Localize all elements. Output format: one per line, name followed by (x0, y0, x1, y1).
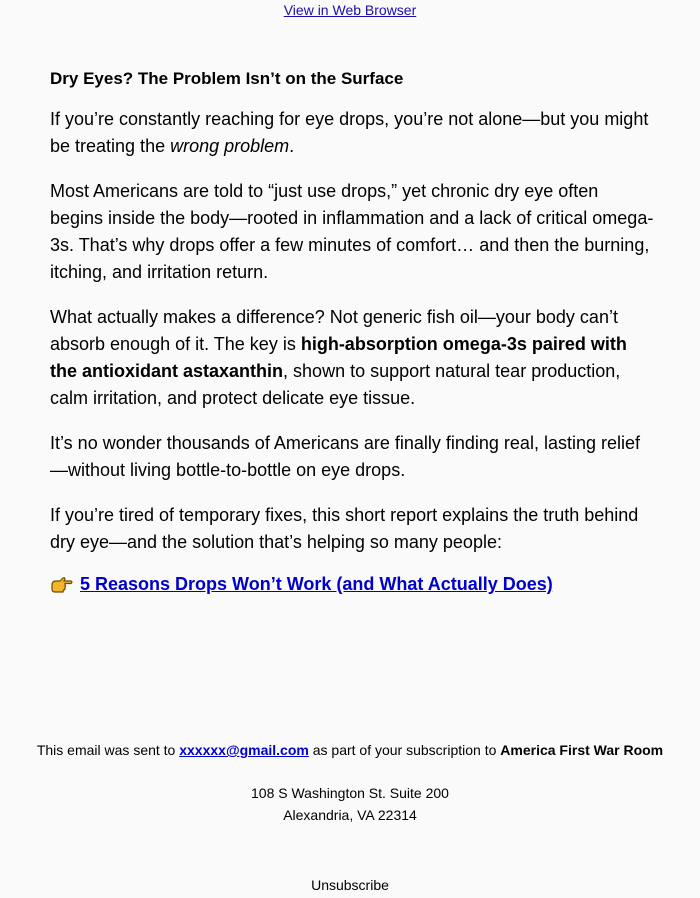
pointing-hand-icon (50, 575, 74, 595)
text: as part of your subscription to (308, 742, 501, 758)
emphasis: wrong problem (170, 136, 290, 156)
paragraph-2: Most Americans are told to “just use drops,” yet chronic dry eye often begins inside the body—rooted in inflammation and a lack of critical omega-3s. That’s why drops offer a few minutes of comfort… and then the burning, itching, and irritation return. (50, 181, 654, 282)
paragraph-1 (50, 106, 655, 160)
unsubscribe-link[interactable]: Unsubscribe (311, 877, 389, 893)
header (0, 2, 700, 18)
text: What actually makes a difference? Not generic fish oil—your body can’t absorb enough of it. The key is (50, 307, 618, 354)
address-line-2: Alexandria, VA 22314 (283, 807, 417, 823)
article-title: Dry Eyes? The Problem Isn’t on the Surface (50, 69, 404, 88)
text: If you’re constantly reaching for eye drops, you’re not alone—but you might be treating the (50, 109, 649, 156)
paragraph-5: If you’re tired of temporary fixes, this short report explains the truth behind dry eye—and the solution that’s helping so many people: (50, 505, 639, 552)
footer-subscription (0, 742, 700, 758)
strong-text: high-absorption omega-3s paired with the antioxidant astaxanthin (50, 334, 627, 381)
text: , shown to support natural tear production, calm irritation, and protect delicate eye tissue. (50, 361, 621, 408)
cta (50, 574, 655, 595)
text: . (289, 136, 295, 156)
address-line-1: 108 S Washington St. Suite 200 (251, 785, 449, 801)
report-link[interactable]: 5 Reasons Drops Won’t Work (and What Actually Does) (80, 574, 553, 594)
text: This email was sent to (36, 742, 180, 758)
paragraph-4: It’s no wonder thousands of Americans are finally finding real, lasting relief —without living bottle-to-bottle on eye drops. (50, 433, 640, 480)
view-in-browser-link[interactable]: View in Web Browser (283, 2, 417, 18)
article (50, 68, 655, 595)
paragraph-3 (50, 304, 655, 412)
email-link[interactable]: xxxxxx@gmail.com (179, 742, 309, 758)
org-name: America First War Room (500, 742, 664, 758)
footer-unsubscribe (0, 877, 700, 893)
footer-address (0, 782, 700, 826)
